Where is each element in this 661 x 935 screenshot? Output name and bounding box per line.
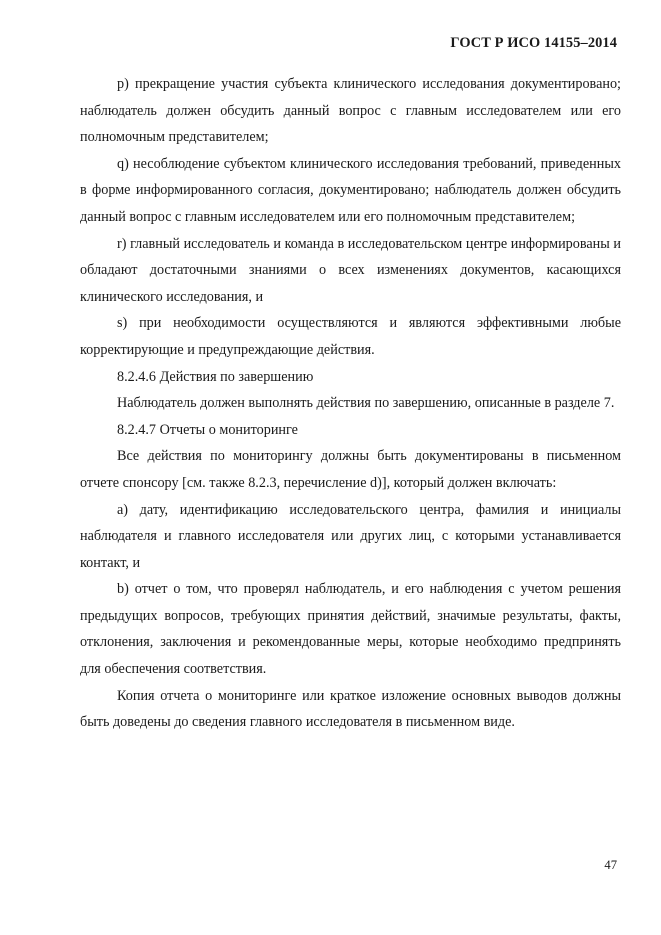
- document-code-header: ГОСТ Р ИСО 14155–2014: [450, 35, 617, 51]
- paragraph-report-copy: Копия отчета о мониторинге или краткое изложение основных выводов должны быть доведены до сведения главного исследователя в письменном виде.: [80, 687, 621, 731]
- list-item-a: a) дату, идентификацию исследовательского центра, фамилия и инициалы наблюдателя и главного исследователя или других лиц, с которыми устанавливается контакт, и: [80, 501, 621, 571]
- list-item-p: p) прекращение участия субъекта клинического исследования документировано; наблюдатель должен обсудить данный вопрос с главным исследователем или его полномочным представителем;: [80, 76, 621, 146]
- list-item-s: s) при необходимости осуществляются и являются эффективными любые корректирующие и предупреждающие действия.: [80, 315, 621, 358]
- list-item-r: r) главный исследователь и команда в исследовательском центре информированы и обладают достаточными знаниями о всех изменениях документов, касающихся клинического исследования, и: [80, 235, 621, 305]
- paragraph-reports: Все действия по мониторингу должны быть документированы в письменном отчете спонсору [см. также 8.2.3, перечисление d)], который должен включать:: [80, 448, 621, 491]
- section-heading-8-2-4-7: 8.2.4.7 Отчеты о мониторинге: [117, 421, 298, 438]
- paragraph-completion: Наблюдатель должен выполнять действия по завершению, описанные в разделе 7.: [117, 395, 615, 412]
- list-item-b: b) отчет о том, что проверял наблюдатель, и его наблюдения с учетом решения предыдущих вопросов, требующих принятия действий, значимые результаты, факты, отклонения, заключения и рекомендованные меры, которые необходимо предпринять для обеспечения соответствия.: [80, 581, 621, 678]
- list-item-q: q) несоблюдение субъектом клинического исследования требований, приведенных в форме информированного согласия, документировано; наблюдатель должен обсудить данный вопрос с главным исследователем или его полномочным представителем;: [80, 155, 621, 225]
- document-body: [80, 71, 621, 736]
- section-heading-8-2-4-6: 8.2.4.6 Действия по завершению: [117, 368, 314, 385]
- page-number: 47: [604, 858, 617, 872]
